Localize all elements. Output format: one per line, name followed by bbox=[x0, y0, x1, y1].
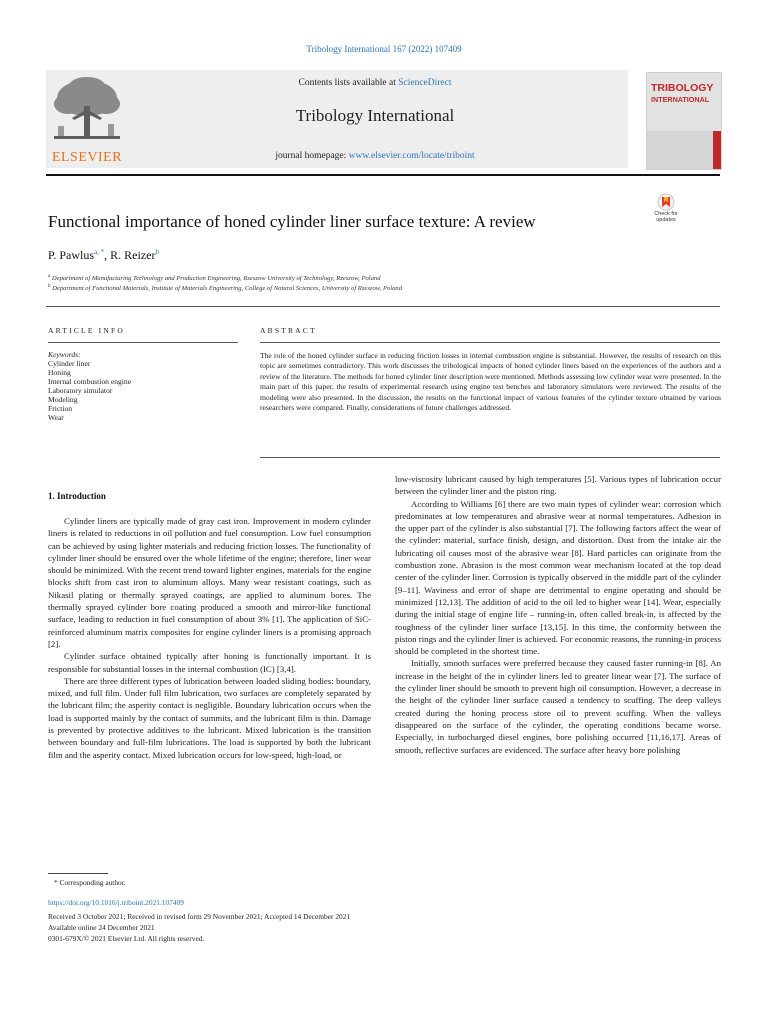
keyword-item: Internal combustion engine bbox=[48, 377, 132, 386]
body-paragraph: There are three different types of lubrication between loaded sliding bodies: boundary, mixed, and full film. Under full film lubrication, two surfaces are completely separated by the lubricant film; the asperity contact is negligible. Boundary lubrication occurs when the load is supported mainly by the contact of summits, and the lubricant film is thin. Damage is prevented by protective additives to the lubricant. Mixed lubrication is the transition between boundary and full-film lubrications. The load is supported by both the lubricant film and the asperity contact. Mixed lubrication occurs for low-speed, high-load, or bbox=[48, 675, 371, 760]
cover-strip bbox=[647, 131, 721, 169]
affiliation-mark: a bbox=[48, 274, 51, 279]
author-affiliation-mark[interactable]: b bbox=[155, 248, 159, 256]
contents-line bbox=[190, 78, 560, 88]
corresponding-author-note: * Corresponding author. bbox=[54, 878, 126, 887]
check-updates-icon bbox=[646, 193, 686, 211]
body-paragraph: Cylinder liners are typically made of gray cast iron. Improvement in modern cylinder liners is related to reductions in oil pollution and fuel consumption. Low fuel consumption can be achieved by using lighter materials and reducing friction losses. The functionality of cylinder liner should be ensured over the whole lifetime of the engine; therefore, liner wear should be minimized. With the recent trend toward lighter engines, materials for the engine blocks shift from cast iron to aluminum alloys. Many wear resistant coatings, such as Nikasil plating or thermally sprayed coatings, are applied to aluminum bores. The thermally sprayed cylinder bore coating produced a smooth and mirror-like functional surface, leading to reduction in fuel consumption of about 3% [1]. The application of SiC-reinforced aluminum matrix composites for engine cylinder liners is a promising approach [2]. bbox=[48, 516, 371, 649]
cover-title-line-2: INTERNATIONAL bbox=[651, 95, 710, 104]
article-title: Functional importance of honed cylinder liner surface texture: A review bbox=[48, 212, 536, 231]
available-online-date: Available online 24 December 2021 bbox=[48, 923, 155, 932]
affiliation-text: Department of Functional Materials, Institute of Materials Engineering, College of Natural Sciences, University of Rzeszow, Poland bbox=[52, 285, 403, 293]
elsevier-tree-icon bbox=[46, 74, 128, 148]
abstract-bottom-divider bbox=[260, 457, 720, 458]
article-info-divider bbox=[48, 342, 238, 343]
abstract-divider bbox=[260, 342, 720, 343]
keyword-item: Friction bbox=[48, 404, 73, 413]
author-separator: , bbox=[104, 248, 111, 262]
body-column-right bbox=[395, 473, 721, 756]
body-paragraph: According to Williams [6] there are two main types of cylinder wear: corrosion which predominates at low temperatures and abrasive wear at normal temperatures. Adhesion in the upper part of the cylinder is also substantial [7]. The following factors affect the wear of the cylinder: material, surface finish, design, and distortion. Dust from the intake air the lubricating oil causes most of the abrasive wear [8]. Hard particles can originate from the combustion zone. Abrasion is the most common wear mechanism located at the top dead center of the cylinder liner. Corrosion is typically observed in the middle part of the cylinder [9–11]. Waviness and error of shape are detrimental to engine operating and should be minimized [12,13]. The addition of acid to the oil led to higher wear [14]. Wear, especially during the initial stage of engine life – running-in, often called break-in, is affected by the roughness of the cylinder liner surface [13,15]. In this time, the conformity between the piston rings and the cylinder liner is achieved. For economic reasons, the running-in process should be completed in the shortest time. bbox=[395, 498, 721, 657]
footnote-divider bbox=[48, 873, 108, 874]
keyword-item: Wear bbox=[48, 413, 64, 422]
keywords-label: Keywords: bbox=[48, 350, 81, 359]
affiliation-mark: b bbox=[48, 284, 51, 289]
received-dates: Received 3 October 2021; Received in revised form 29 November 2021; Accepted 14 December 2021 bbox=[48, 912, 351, 921]
keyword-item: Cylinder liner bbox=[48, 359, 91, 368]
article-info-heading: ARTICLE INFO bbox=[48, 326, 125, 335]
keywords-block bbox=[48, 350, 238, 422]
author-affiliation-mark[interactable]: a, * bbox=[94, 248, 105, 256]
body-paragraph: low-viscosity lubricant caused by high temperatures [5]. Various types of lubrication occur between the cylinder liner and the piston ring. bbox=[395, 474, 721, 497]
sciencedirect-link[interactable]: ScienceDirect bbox=[398, 78, 452, 88]
check-for-updates-button[interactable] bbox=[646, 193, 686, 233]
contents-text: Contents lists available at bbox=[298, 78, 399, 88]
header-divider bbox=[46, 174, 720, 176]
author-list bbox=[48, 248, 159, 263]
elsevier-logo[interactable] bbox=[46, 74, 128, 166]
cover-strip-accent bbox=[713, 131, 721, 169]
section-divider bbox=[46, 306, 720, 307]
doi-link[interactable]: https://doi.org/10.1016/j.triboint.2021.107409 bbox=[48, 898, 184, 907]
homepage-label: journal homepage: bbox=[275, 151, 349, 161]
homepage-link[interactable]: www.elsevier.com/locate/triboint bbox=[348, 151, 475, 161]
author-name[interactable]: P. Pawlus bbox=[48, 248, 95, 262]
cover-title bbox=[651, 83, 719, 105]
abstract-text: The role of the honed cylinder surface in reducing friction losses in internal combustion engine is substantial. However, the results of research on this topic are sometimes contradictory. This work discusses the tribological impacts of honed cylinder liners based on the experiences of the authors and a review of the literature. The methods for honed cylinder liner description were mentioned. Methods assessing low cylinder wear were presented. In the main part of this paper, the results of experimental research using engine test benches and laboratory simulators were reviewed. The results of the modeling were also presented. In the discussion, the results on the functional impact of various features of the cylinder texture obtained by various researchers were compared. Finally, considerations of future challenges addressed. bbox=[260, 351, 721, 413]
journal-homepage-line bbox=[190, 151, 560, 161]
section-heading-introduction: 1. Introduction bbox=[48, 491, 106, 501]
body-paragraph: Cylinder surface obtained typically after honing is functionally important. It is responsible for substantial losses in the internal combustion (IC) [3,4]. bbox=[48, 651, 371, 674]
affiliation-a bbox=[48, 274, 381, 282]
keyword-item: Modeling bbox=[48, 395, 78, 404]
body-paragraph: Initially, smooth surfaces were preferred because they caused faster running-in [8]. An increase in the height of the in cylinder liners led to greater linear wear [7]. The surface of the cylinder liner should be smooth to prevent high oil consumption. However, a decrease in the height of the cylinder liner surface caused a tendency to scuffing. The deep valleys created during the honing process store oil to prevent scuffing. When the valleys disappeared on the surface of the cylinder, the operating conditions became worse. Especially, in turbocharged diesel engines, bore polishing occurred [11,16,17]. Areas of smooth, reflective surfaces are evidenced. The surface after heavy bore polishing bbox=[395, 658, 721, 755]
keyword-item: Laboratory simulator bbox=[48, 386, 113, 395]
cover-title-line-1: TRIBOLOGY bbox=[651, 82, 714, 94]
check-updates-label: Check for updates bbox=[654, 211, 678, 223]
journal-title: Tribology International bbox=[295, 106, 455, 125]
author-name[interactable]: R. Reizer bbox=[110, 248, 156, 262]
affiliation-text: Department of Manufacturing Technology and Production Engineering, Rzeszow University of Technology, Rzeszow, Poland bbox=[51, 275, 381, 283]
journal-cover-image[interactable] bbox=[646, 72, 722, 170]
abstract-heading: ABSTRACT bbox=[260, 326, 317, 335]
publisher-name: ELSEVIER bbox=[51, 150, 123, 165]
journal-reference[interactable]: Tribology International 167 (2022) 107409 bbox=[306, 44, 462, 54]
affiliation-b bbox=[48, 284, 402, 292]
body-column-left bbox=[48, 515, 371, 761]
copyright-line: 0301-679X/© 2021 Elsevier Ltd. All rights reserved. bbox=[48, 934, 205, 943]
keyword-item: Honing bbox=[48, 368, 71, 377]
